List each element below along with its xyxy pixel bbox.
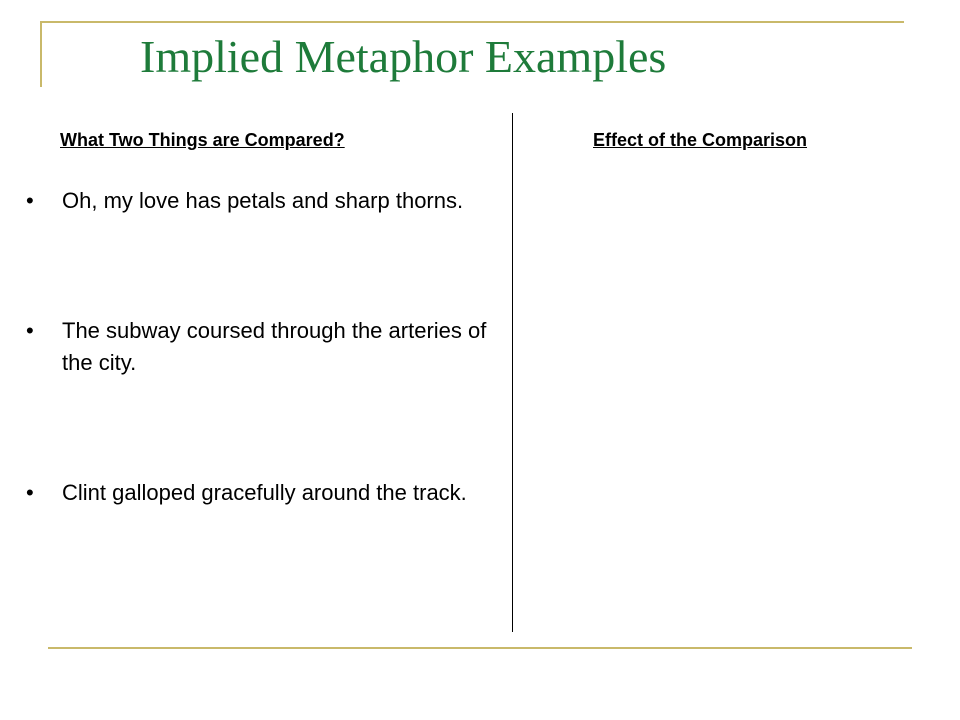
example-item: [26, 315, 496, 379]
example-text: Oh, my love has petals and sharp thorns.: [62, 188, 464, 213]
bullet-icon: •: [26, 188, 34, 213]
accent-line-bottom: [48, 647, 912, 649]
example-list: [26, 185, 496, 509]
column-header-compared: What Two Things are Compared?: [60, 130, 345, 150]
accent-line-top: [40, 21, 904, 23]
column-header-effect: Effect of the Comparison: [593, 130, 808, 150]
column-divider: [512, 113, 513, 632]
bullet-icon: •: [26, 318, 34, 343]
example-text: The subway coursed through the arteries of the city.: [62, 318, 487, 375]
slide-title: Implied Metaphor Examples: [140, 31, 667, 82]
bullet-icon: •: [26, 480, 34, 505]
accent-line-left: [40, 21, 42, 87]
example-item: [26, 477, 496, 509]
example-item: [26, 185, 496, 217]
example-text: Clint galloped gracefully around the track.: [62, 480, 467, 505]
